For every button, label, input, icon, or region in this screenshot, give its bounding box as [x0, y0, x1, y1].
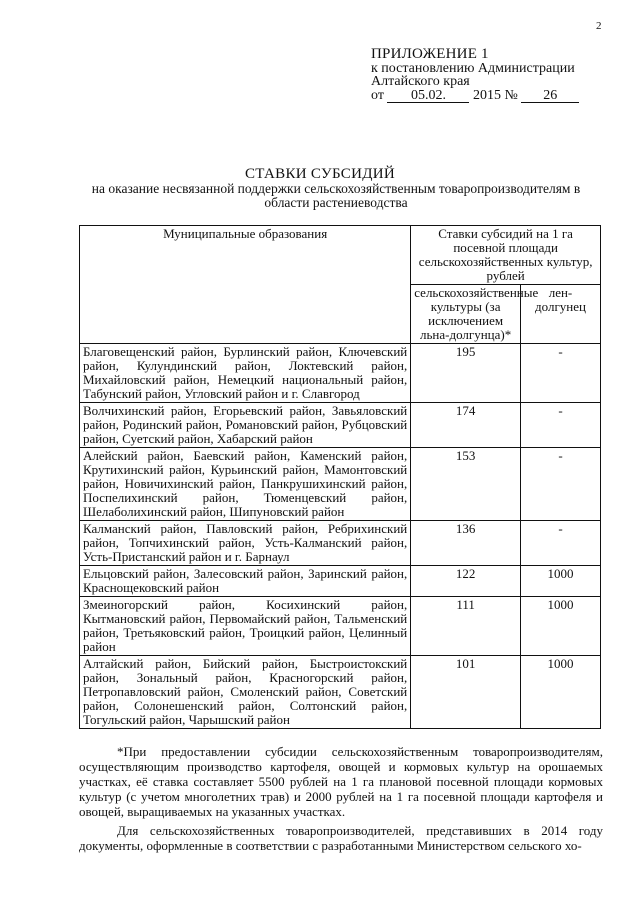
municipalities-cell: Калманский район, Павловский район, Ребрихинский район, Топчихинский район, Усть-Калманский район, Усть-Пристанский район и г. Барнаул: [80, 521, 411, 566]
table-row: [80, 448, 601, 521]
flax-rate-cell: -: [520, 521, 600, 566]
flax-rate-cell: -: [520, 448, 600, 521]
flax-rate-cell: 1000: [520, 597, 600, 656]
appendix-block: [371, 48, 579, 103]
header-municipalities: Муниципальные образования: [80, 226, 411, 344]
table-row: [80, 597, 601, 656]
crops-rate-cell: 153: [411, 448, 521, 521]
crops-rate-cell: 174: [411, 403, 521, 448]
crops-rate-cell: 195: [411, 344, 521, 403]
table-row: [80, 566, 601, 597]
appendix-number: 26: [521, 89, 579, 103]
header-rates: Ставки субсидий на 1 га посевной площади сельскохозяйственных культур, рублей: [411, 226, 601, 285]
header-crops: сельскохозяйственные культуры (за исключением льна-долгунца)*: [411, 285, 521, 344]
municipalities-cell: Ельцовский район, Залесовский район, Заринский район, Краснощековский район: [80, 566, 411, 597]
appendix-line-2: Алтайского края: [371, 74, 470, 89]
crops-rate-cell: 101: [411, 656, 521, 729]
flax-rate-cell: -: [520, 344, 600, 403]
municipalities-cell: Алейский район, Баевский район, Каменский район, Крутихинский район, Курьинский район, Мамонтовский район, Новичихинский район, Панкрушихинский район, Поспелихинский район, Тюменцевский район, Шелаболихинский район, Шипуновский район: [80, 448, 411, 521]
appendix-title: ПРИЛОЖЕНИЕ 1: [371, 46, 489, 62]
municipalities-cell: Змеиногорский район, Косихинский район, Кытмановский район, Первомайский район, Тальменский район, Третьяковский район, Троицкий район, Целинный район: [80, 597, 411, 656]
municipalities-cell: Благовещенский район, Бурлинский район, Ключевский район, Кулундинский район, Локтевский район, Михайловский район, Немецкий национальный район, Табунский район, Угловский район и г. Славгород: [80, 344, 411, 403]
crops-rate-cell: 136: [411, 521, 521, 566]
appendix-date: 05.02.: [387, 89, 469, 103]
appendix-year: 2015: [472, 87, 501, 103]
page-number: 2: [596, 20, 602, 32]
municipalities-cell: Алтайский район, Бийский район, Быстроистокский район, Зональный район, Красногорский район, Петропавловский район, Смоленский район, Советский район, Солонешенский район, Солтонский район, Тогульский район, Чарышский район: [80, 656, 411, 729]
table-row: [80, 403, 601, 448]
document-title: СТАВКИ СУБСИДИЙ: [244, 166, 396, 182]
footnote: *При предоставлении субсидии сельскохозяйственным товаропроизводителям, осуществляющим производство картофеля, овощей и кормовых культур на орошаемых участках, её ставка составляет 5500 рублей на 1 га плановой посевной площади кормовых культур (с учетом многолетних трав) и 2000 рублей на 1 га посевной площади картофеля и овощей, выращиваемых на указанных участках.: [79, 744, 603, 819]
flax-rate-cell: 1000: [520, 566, 600, 597]
flax-rate-cell: 1000: [520, 656, 600, 729]
flax-rate-cell: -: [520, 403, 600, 448]
subsidy-rates-table: [79, 225, 601, 729]
document-subtitle: на оказание несвязанной поддержки сельскохозяйственным товаропроизводителям в области растениеводства: [91, 181, 581, 210]
table-row: [80, 344, 601, 403]
crops-rate-cell: 122: [411, 566, 521, 597]
notes-block: [79, 744, 603, 857]
municipalities-cell: Волчихинский район, Егорьевский район, Завьяловский район, Родинский район, Романовский район, Рубцовский район, Суетский район, Хабарский район: [80, 403, 411, 448]
body-paragraph: Для сельскохозяйственных товаропроизводителей, представивших в 2014 году документы, оформленные в соответствии с разработанными Министерством сельского хо-: [79, 823, 603, 853]
appendix-line-1: к постановлению Администрации: [371, 60, 575, 76]
table-row: [80, 656, 601, 729]
table-row: [80, 521, 601, 566]
appendix-date-line: [371, 89, 579, 103]
header-flax: лен-долгунец: [520, 285, 600, 344]
crops-rate-cell: 111: [411, 597, 521, 656]
from-label: от: [371, 87, 384, 103]
number-label: №: [504, 87, 518, 103]
